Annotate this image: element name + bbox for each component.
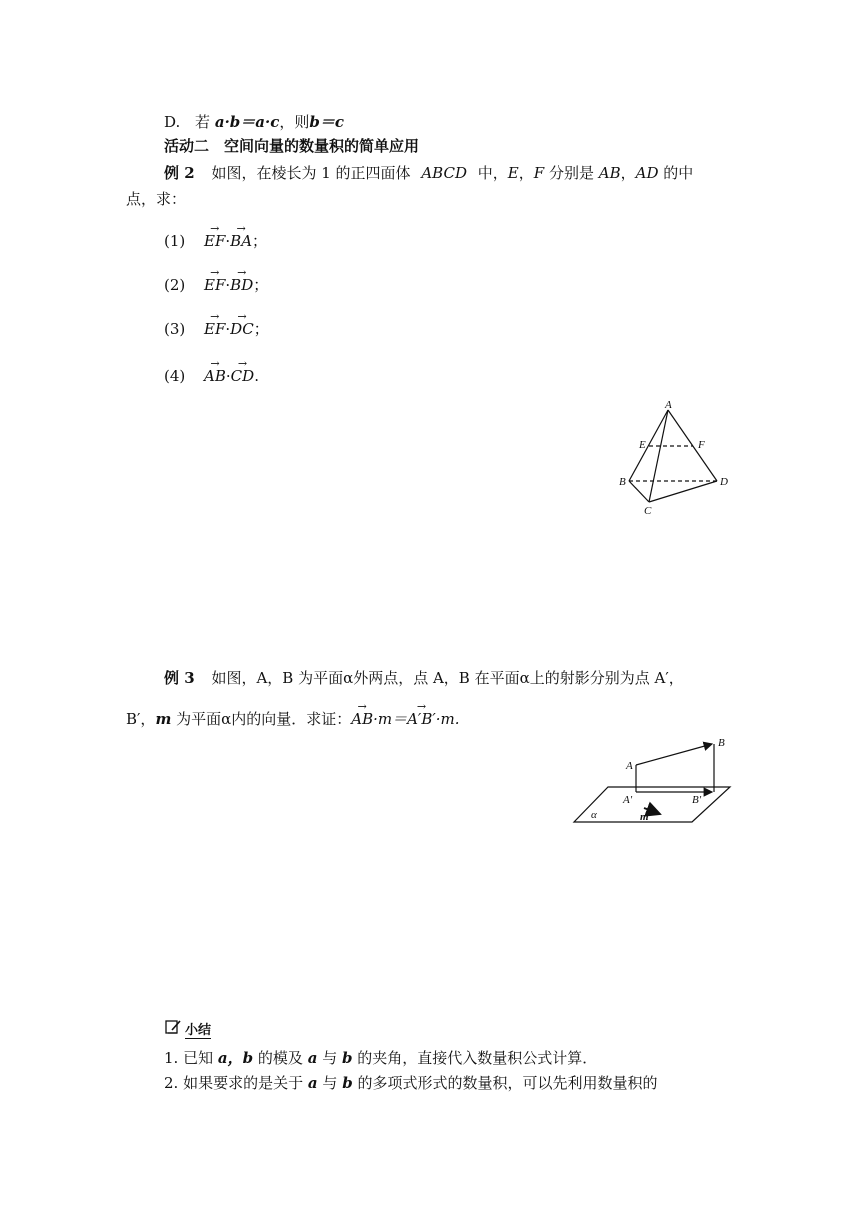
label-b: B [718, 737, 725, 749]
item-end: . [254, 367, 259, 385]
summary-item-2 [164, 1073, 658, 1093]
summary-item-1 [164, 1048, 597, 1068]
summary-tag [164, 1018, 211, 1040]
example2-f: F [533, 164, 545, 182]
example2-label: 例 2 [164, 164, 195, 182]
label-b-prime: B′ [692, 794, 702, 806]
item-end: ； [253, 276, 269, 294]
summary-item2-a: 如果要求的是关于 [183, 1074, 304, 1092]
option-d-prefix: 若 [195, 113, 211, 131]
edge-bc [629, 481, 649, 502]
summary-item1-b2: b [342, 1049, 353, 1067]
label-c: C [644, 505, 652, 517]
summary-item2-va: a [307, 1074, 318, 1092]
projection-diagram [570, 732, 736, 826]
vector-ef: → EF [204, 231, 225, 251]
summary-item2-vb: b [342, 1074, 353, 1092]
option-d-label: D. [164, 113, 181, 131]
label-a-prime: A′ [623, 794, 633, 806]
option-d-comma: ，则 [279, 113, 310, 131]
example3-text-2a: B′， [126, 710, 156, 728]
summary-item2-b: 与 [322, 1074, 338, 1092]
label-m: m [640, 811, 649, 823]
item-end: ； [252, 232, 268, 250]
edge-cd [649, 481, 717, 502]
vector-ab: → AB [204, 366, 226, 386]
example3-text-2b: 为平面α内的向量．求证： [176, 710, 352, 728]
item-number: (3) [164, 320, 186, 338]
example3-line2 [126, 709, 460, 729]
vector-ef: → EF [204, 319, 225, 339]
label-f: F [698, 439, 705, 451]
item-number: (4) [164, 367, 186, 385]
example2-item-1: (1) → EF·→ BA； [164, 231, 267, 251]
vector-ab: → AB [351, 709, 373, 729]
example2-item-4: (4) → AB·→ CD. [164, 366, 259, 386]
vector-ef: → EF [204, 275, 225, 295]
item-number: (1) [164, 232, 186, 250]
label-alpha: α [591, 809, 597, 821]
plane-projection-figure [570, 732, 736, 826]
summary-item1-c: 与 [322, 1049, 338, 1067]
label-a: A [665, 399, 672, 411]
example3-m: m [155, 710, 172, 728]
label-e: E [639, 439, 646, 451]
summary-tag-label: 小结 [185, 1019, 211, 1039]
vector-ab-arrow [636, 744, 712, 765]
example2-sep1: ， [518, 164, 534, 182]
label-d: D [720, 476, 728, 488]
pencil-note-icon [164, 1018, 182, 1040]
edge-ac [649, 410, 668, 502]
vector-dc: → DC [230, 319, 254, 339]
summary-item1-a2: a [307, 1049, 318, 1067]
vector-ba: → BA [230, 231, 252, 251]
option-d-expr-left: a·b＝a·c [214, 113, 280, 131]
vector-cd: → CD [231, 366, 255, 386]
example2-sep2: ， [620, 164, 636, 182]
summary-item2-number: 2. [164, 1074, 179, 1092]
label-b: B [619, 476, 626, 488]
example2-text-1: 如图，在棱长为 1 的正四面体 [211, 164, 411, 182]
example2-item-2: (2) → EF·→ BD； [164, 275, 268, 295]
example2-line2 [126, 189, 186, 209]
example3-end: ·m. [435, 710, 460, 728]
activity-title-text: 活动二 空间向量的数量积的简单应用 [164, 137, 420, 155]
summary-item1-d: 的夹角，直接代入数量积公式计算． [357, 1049, 598, 1067]
summary-item1-number: 1. [164, 1049, 179, 1067]
item-number: (2) [164, 276, 186, 294]
example2-text-3: 分别是 [548, 164, 594, 182]
summary-item1-b: 的模及 [257, 1049, 303, 1067]
example2-item-3: (3) → EF·→ DC； [164, 319, 269, 339]
vector-bd: → BD [230, 275, 253, 295]
example2-ad: AD [635, 164, 659, 182]
summary-item1-ab: a，b [217, 1049, 254, 1067]
example3-text-1: 如图，A，B 为平面α外两点，点 A，B 在平面α上的射影分别为点 A′， [211, 669, 684, 687]
example2-solid: ABCD [421, 164, 467, 182]
example2-ab: AB [598, 164, 621, 182]
example2-text-4: 的中 [663, 164, 694, 182]
example2-e: E [507, 164, 519, 182]
example2-text-5: 点，求： [126, 190, 187, 208]
example2-line1 [164, 163, 693, 183]
summary-item1-a: 已知 [183, 1049, 214, 1067]
vector-a1b1: → A′B′ [407, 709, 436, 729]
example3-label: 例 3 [164, 669, 195, 687]
option-d-expr-right: b＝c [309, 113, 344, 131]
activity-title [164, 136, 419, 156]
example3-dot-m: ·m＝ [373, 710, 408, 728]
option-d [164, 112, 344, 132]
summary-item2-c: 的多项式形式的数量积，可以先利用数量积的 [357, 1074, 658, 1092]
example3-line1 [164, 668, 684, 688]
example2-text-2: 中， [477, 164, 508, 182]
edge-ab [629, 410, 668, 481]
label-a: A [626, 760, 633, 772]
tetrahedron-diagram [612, 396, 742, 520]
item-end: ； [253, 320, 269, 338]
tetrahedron-figure [612, 396, 742, 520]
